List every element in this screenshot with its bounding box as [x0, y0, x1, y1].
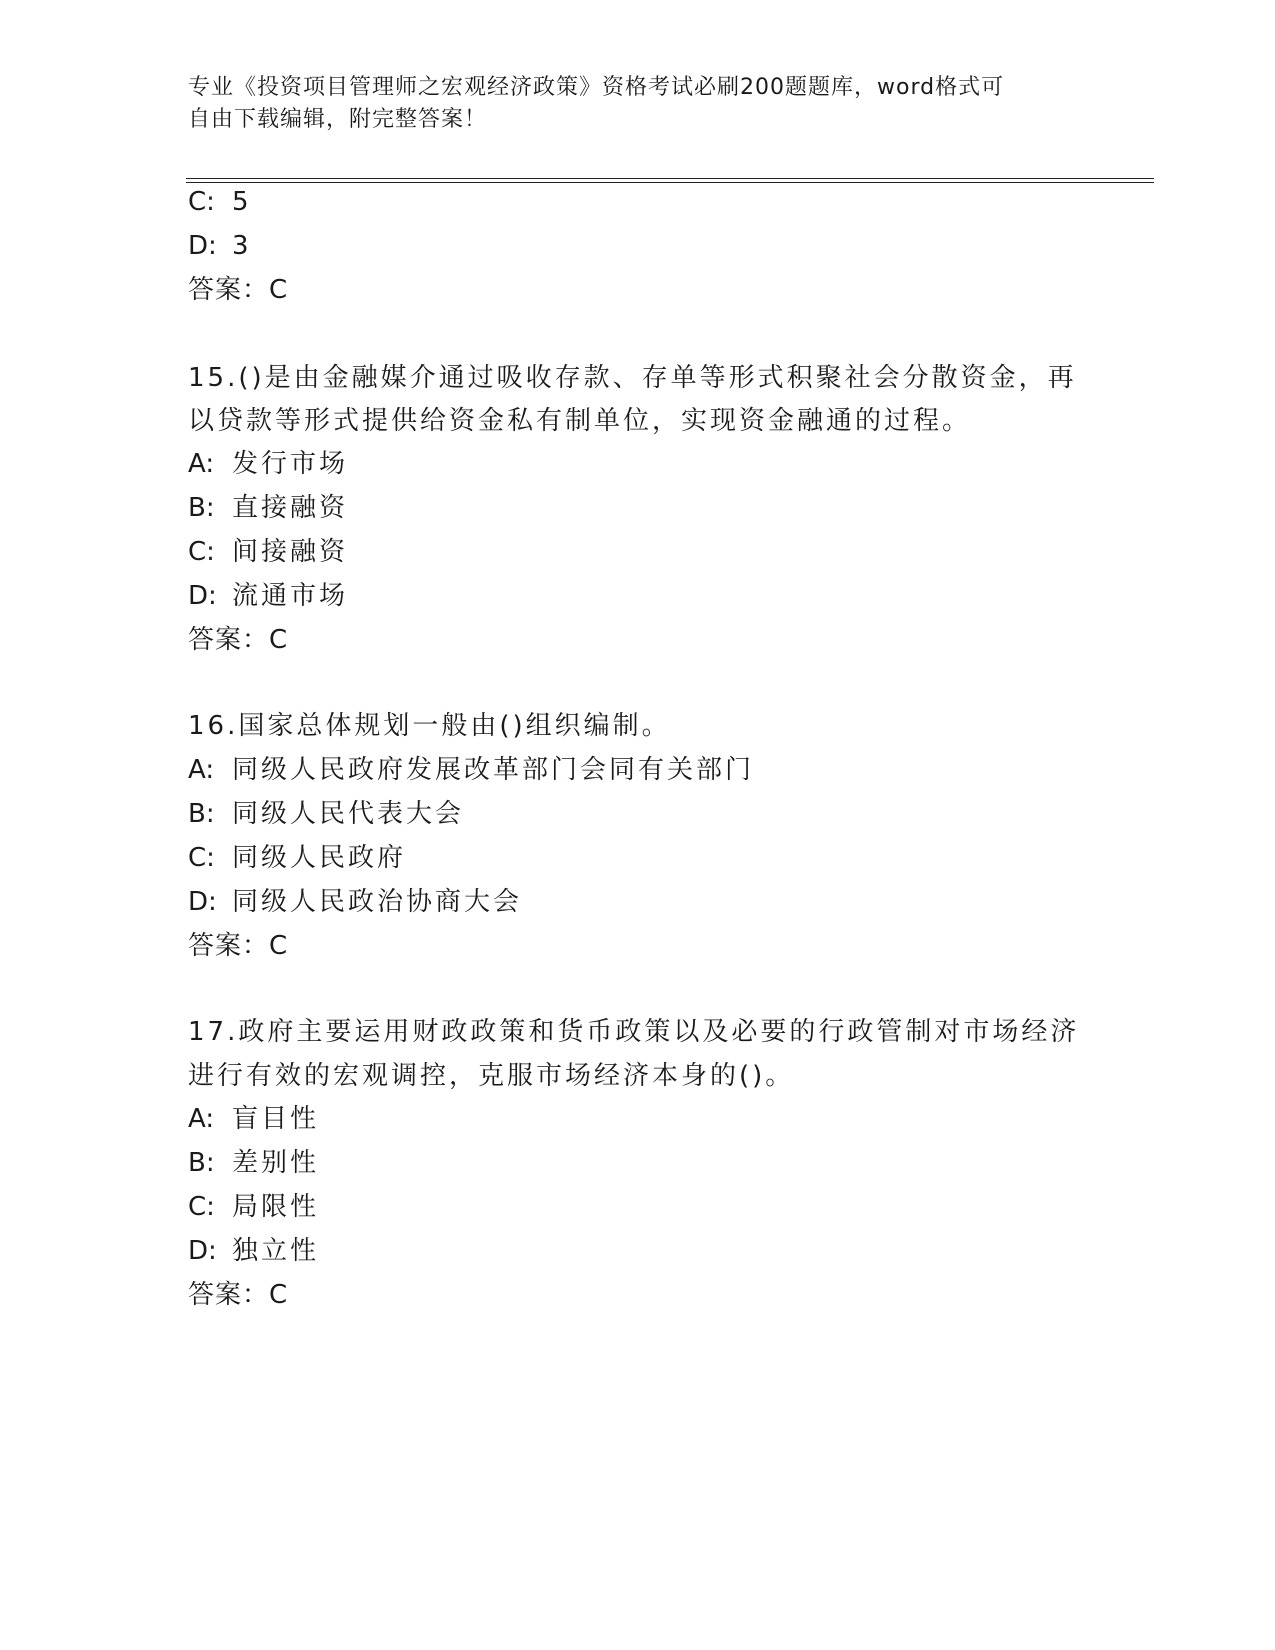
option-key: C:: [188, 1192, 215, 1222]
option-text: 同级人民代表大会: [232, 799, 465, 829]
question-stem: 17.政府主要运用财政政策和货币政策以及必要的行政管制对市场经济: [188, 1017, 1080, 1047]
option-a: [188, 754, 754, 786]
question-stem: 进行有效的宏观调控，克服市场经济本身的()。: [188, 1061, 795, 1091]
answer-line: 答案：C: [188, 931, 289, 961]
page-header: 专业《投资项目管理师之宏观经济政策》资格考试必刷200题题库，word格式可 自由下载编辑，附完整答案！: [188, 75, 1005, 132]
option-key: B:: [188, 493, 215, 523]
option-text: 发行市场: [232, 449, 349, 479]
option-key: A:: [188, 1104, 215, 1134]
option-text: 局限性: [232, 1192, 320, 1222]
option-text: 独立性: [232, 1236, 320, 1266]
option-text: 3: [232, 231, 252, 261]
option-text: 差别性: [232, 1148, 320, 1178]
option-d: [188, 230, 252, 262]
option-key: D:: [188, 231, 217, 261]
option-key: C:: [188, 537, 215, 567]
option-c: [188, 536, 348, 568]
option-d: [188, 580, 348, 612]
option-key: B:: [188, 799, 215, 829]
option-key: A:: [188, 755, 215, 785]
option-key: D:: [188, 887, 217, 917]
option-key: C:: [188, 187, 215, 217]
option-key: D:: [188, 581, 217, 611]
option-a: [188, 1103, 319, 1135]
answer-line: 答案：C: [188, 1280, 289, 1310]
question-stem: 15.()是由金融媒介通过吸收存款、存单等形式积聚社会分散资金，再: [188, 363, 1077, 393]
option-key: B:: [188, 1148, 215, 1178]
option-text: 同级人民政治协商大会: [232, 887, 523, 917]
option-text: 盲目性: [232, 1104, 320, 1134]
question-stem: 以贷款等形式提供给资金私有制单位，实现资金融通的过程。: [188, 406, 972, 436]
option-c: [188, 186, 252, 218]
option-text: 同级人民政府: [232, 843, 407, 873]
option-text: 5: [232, 187, 252, 217]
option-d: [188, 1235, 319, 1267]
option-text: 直接融资: [232, 493, 349, 523]
option-text: 同级人民政府发展改革部门会同有关部门: [232, 755, 755, 785]
question-stem: 16.国家总体规划一般由()组织编制。: [188, 711, 671, 741]
option-b: [188, 1147, 319, 1179]
option-d: [188, 886, 522, 918]
option-key: A:: [188, 449, 215, 479]
option-text: 间接融资: [232, 537, 349, 567]
answer-line: 答案：C: [188, 625, 289, 655]
option-a: [188, 448, 348, 480]
option-b: [188, 798, 464, 830]
answer-line: 答案：C: [188, 275, 289, 305]
option-c: [188, 842, 406, 874]
option-text: 流通市场: [232, 581, 349, 611]
option-key: C:: [188, 843, 215, 873]
option-b: [188, 492, 348, 524]
header-divider: [186, 178, 1154, 183]
option-c: [188, 1191, 319, 1223]
option-key: D:: [188, 1236, 217, 1266]
